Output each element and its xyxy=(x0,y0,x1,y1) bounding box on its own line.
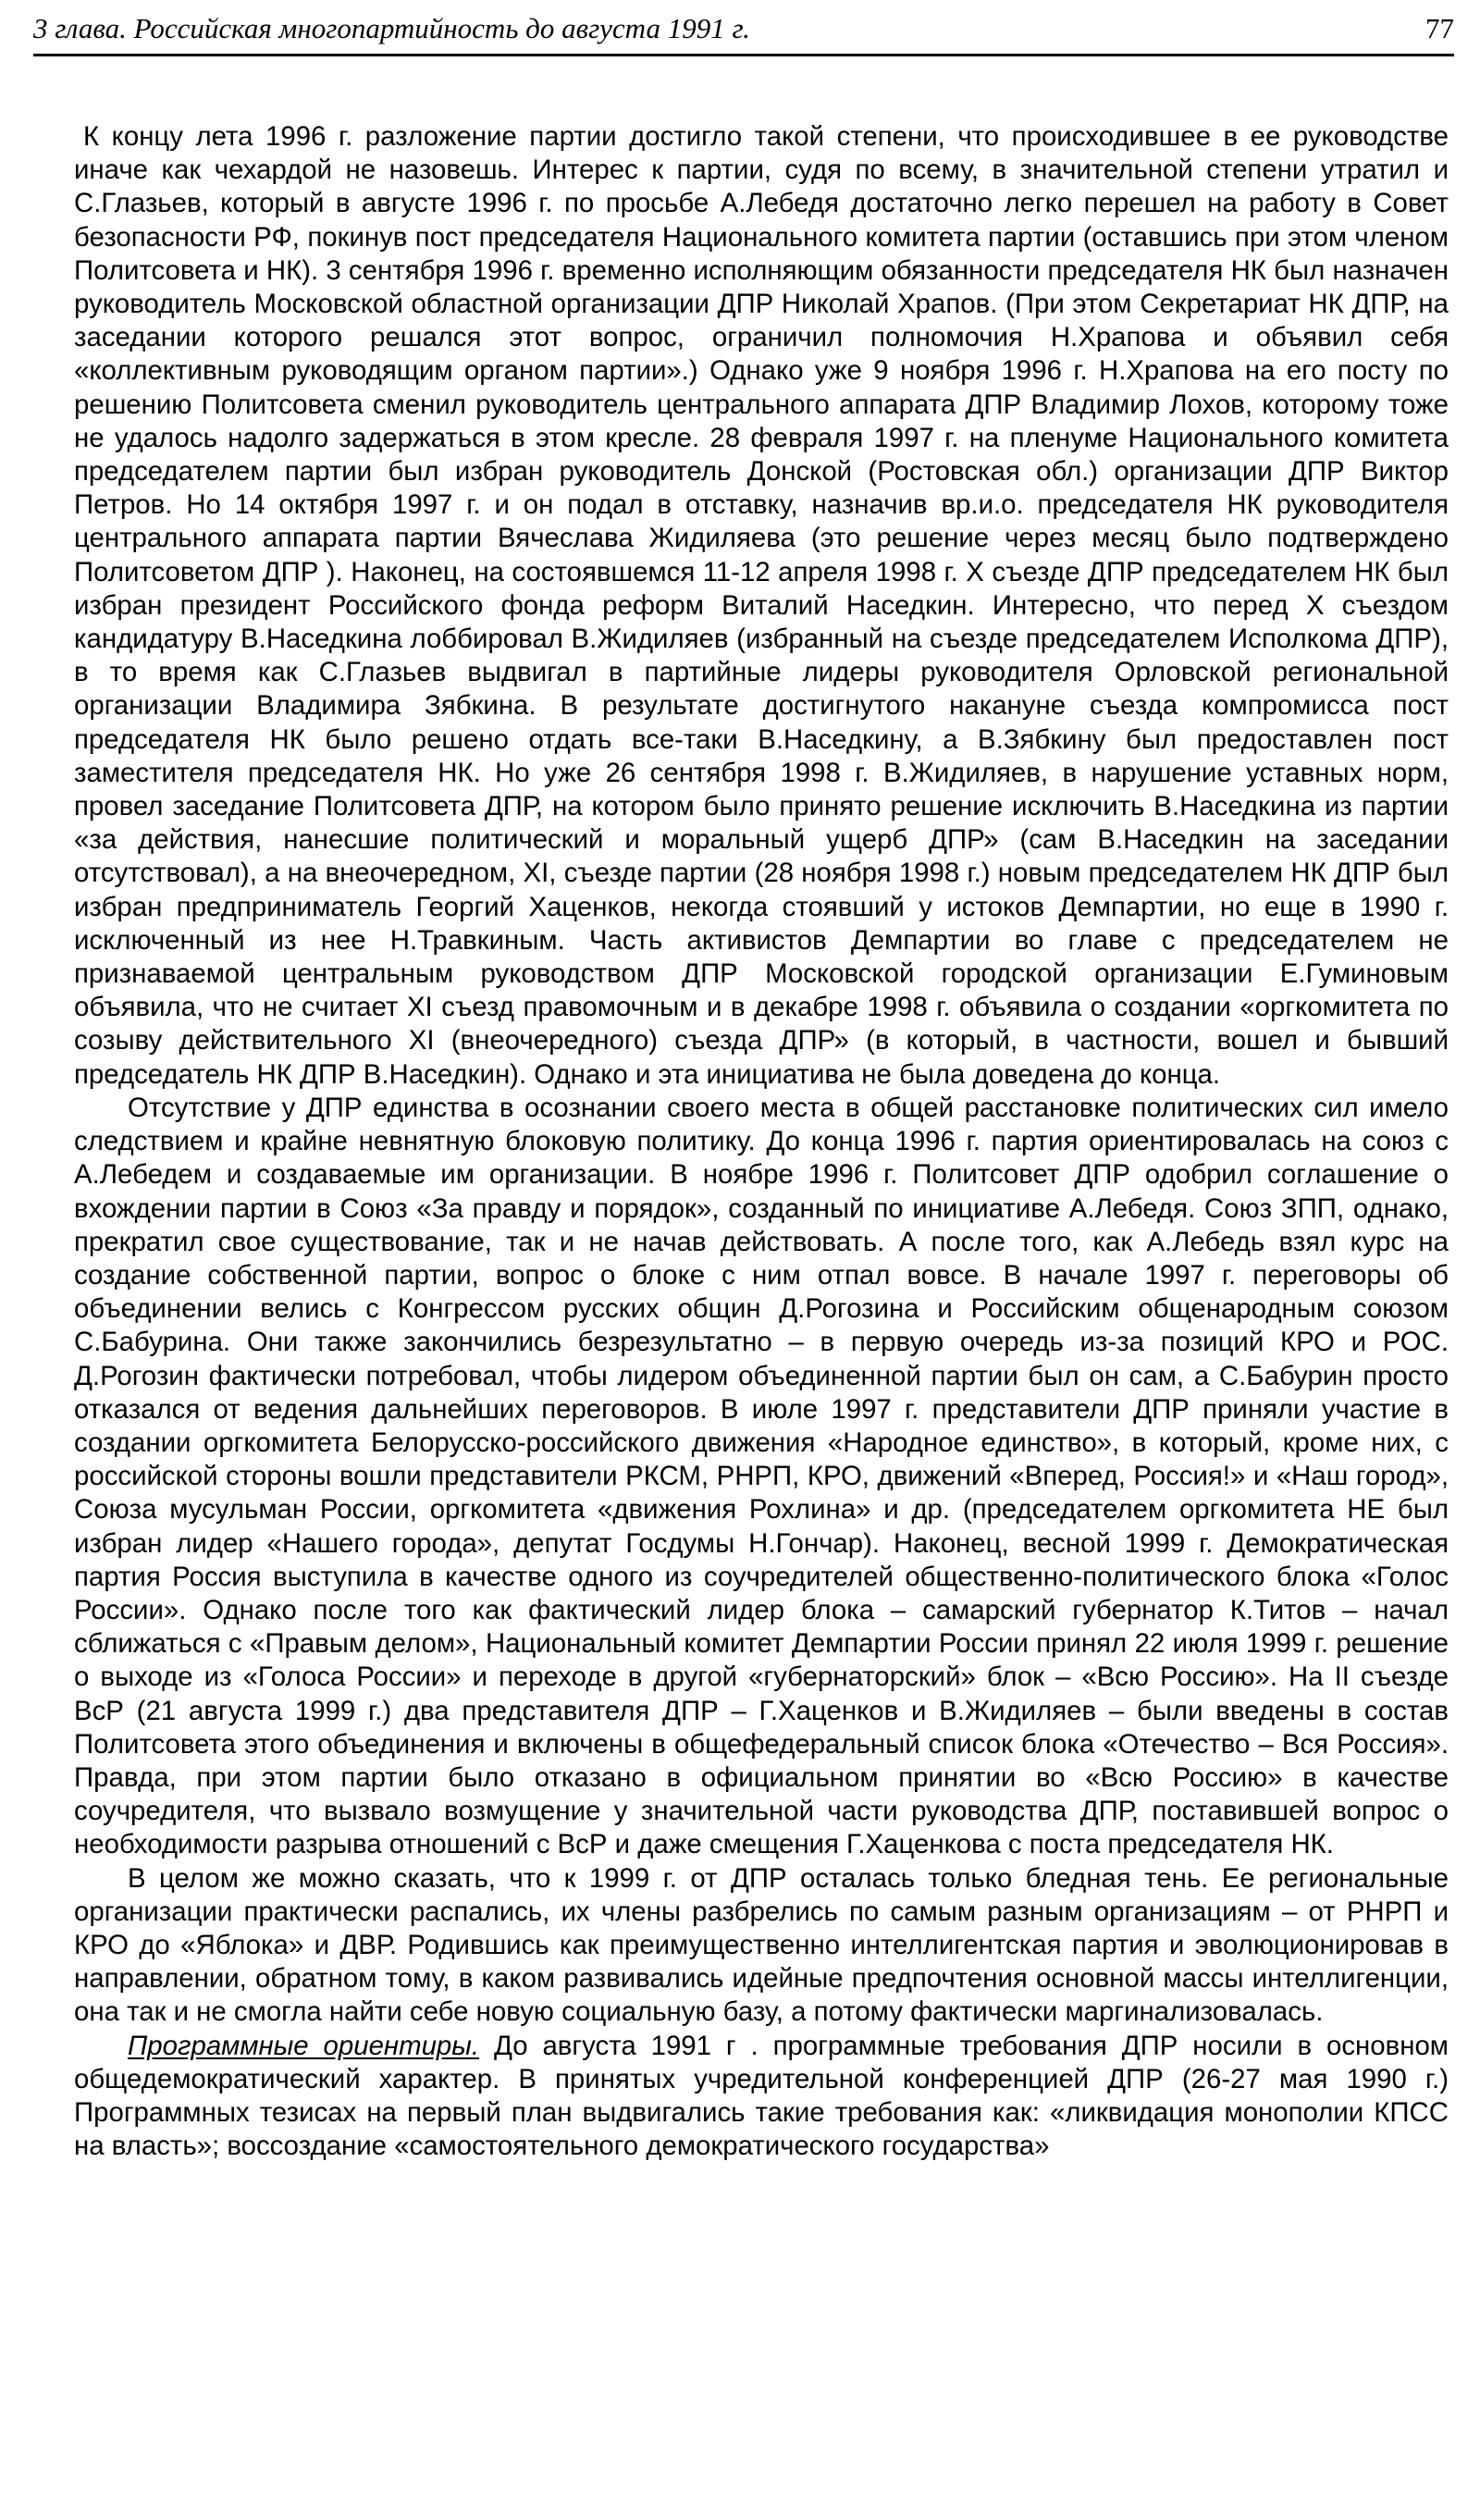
paragraph-text: До августа 1991 г . программные требования ДПР носили в основном общедемократический характер. В принятых учредительной конференцией ДПР (26-27 мая 1990 г.) Программных тезисах на первый план выдвигались такие требования как: «ликвидация монополии КПСС на власть»; воссоздание «самостоятельного демократического государства» xyxy=(74,2030,1449,2162)
paragraph xyxy=(74,2030,1449,2164)
page-number: 77 xyxy=(1425,12,1454,44)
running-header xyxy=(33,7,1454,56)
paragraph: В целом же можно сказать, что к 1999 г. от ДПР осталась только бледная тень. Ее региональные организации практически распались, их члены разбрелись по самым разным организациям – от РНРП и КРО до «Яблока» и ДВР. Родившись как преимущественно интеллигентская партия и эволюционировав в направлении, обратном тому, в каком развивались идейные предпочтения основной массы интеллигенции, она так и не смогла найти себе новую социальную базу, а потому фактически маргинализовалась. xyxy=(74,1862,1449,2028)
chapter-title: 3 глава. Российская многопартийность до августа 1991 г. xyxy=(33,12,750,44)
body-text xyxy=(74,120,1449,2163)
section-heading-program: Программные ориентиры. xyxy=(128,2030,480,2061)
paragraph: Отсутствие у ДПР единства в осознании своего места в общей расстановке политических сил имело следствием и крайне невнятную блоковую политику. До конца 1996 г. партия ориентировалась на союз с А.Лебедем и создаваемые им организации. В ноябре 1996 г. Политсовет ДПР одобрил соглашение о вхождении партии в Союз «За правду и порядок», созданный по инициативе А.Лебедя. Союз ЗПП, однако, прекратил свое существование, так и не начав действовать. А после того, как А.Лебедь взял курс на создание собственной партии, вопрос о блоке с ним отпал вовсе. В начале 1997 г. переговоры об объединении велись с Конгрессом русских общин Д.Рогозина и Российским общенародным союзом С.Бабурина. Они также закончились безрезультатно – в первую очередь из-за позиций КРО и РОС. Д.Рогозин фактически потребовал, чтобы лидером объединенной партии был он сам, а С.Бабурин просто отказался от ведения дальнейших переговоров. В июле 1997 г. представители ДПР приняли участие в создании оргкомитета Белорусско-российского движения «Народное единство», в который, кроме них, с российской стороны вошли представители РКСМ, РНРП, КРО, движений «Вперед, Россия!» и «Наш город», Союза мусульман России, оргкомитета «движения Рохлина» и др. (председателем оргкомитета НЕ был избран лидер «Нашего города», депутат Госдумы Н.Гончар). Наконец, весной 1999 г. Демократическая партия Россия выступила в качестве одного из соучредителей общественно-политического блока «Голос России». Однако после того как фактический лидер блока – самарский губернатор К.Титов – начал сближаться с «Правым делом», Национальный комитет Демпартии России принял 22 июля 1999 г. решение о выходе из «Голоса России» и переходе в другой «губернаторский» блок – «Всю Россию». На II съезде ВсР (21 августа 1999 г.) два представителя ДПР – Г.Хаценков и В.Жидиляев – были введены в состав Политсовета этого объединения и включены в общефедеральный список блока «Отечество – Вся Россия». Правда, при этом партии было отказано в официальном принятии во «Всю Россию» в качестве соучредителя, что вызвало возмущение у значительной части руководства ДПР, поставившей вопрос о необходимости разрыва отношений с ВсР и даже смещения Г.Хаценкова с поста председателя НК. xyxy=(74,1092,1449,1860)
paragraph: К концу лета 1996 г. разложение партии достигло такой степени, что происходившее в ее руководстве иначе как чехардой не назовешь. Интерес к партии, судя по всему, в значительной степени утратил и С.Глазьев, который в августе 1996 г. по просьбе А.Лебедя достаточно легко перешел на работу в Совет безопасности РФ, покинув пост председателя Национального комитета партии (оставшись при этом членом Политсовета и НК). 3 сентября 1996 г. временно исполняющим обязанности председателя НК был назначен руководитель Московской областной организации ДПР Николай Храпов. (При этом Секретариат НК ДПР, на заседании которого решался этот вопрос, ограничил полномочия Н.Храпова и объявил себя «коллективным руководящим органом партии».) Однако уже 9 ноября 1996 г. Н.Храпова на его посту по решению Политсовета сменил руководитель центрального аппарата ДПР Владимир Лохов, которому тоже не удалось надолго задержаться в этом кресле. 28 февраля 1997 г. на пленуме Национального комитета председателем партии был избран руководитель Донской (Ростовская обл.) организации ДПР Виктор Петров. Но 14 октября 1997 г. и он подал в отставку, назначив вр.и.о. председателя НК руководителя центрального аппарата партии Вячеслава Жидиляева (это решение через месяц было подтверждено Политсоветом ДПР ). Наконец, на состоявшемся 11-12 апреля 1998 г. X съезде ДПР председателем НК был избран президент Российского фонда реформ Виталий Наседкин. Интересно, что перед X съездом кандидатуру В.Наседкина лоббировал В.Жидиляев (избранный на съезде председателем Исполкома ДПР), в то время как С.Глазьев выдвигал в партийные лидеры руководителя Орловской региональной организации Владимира Зябкина. В результате достигнутого накануне съезда компромисса пост председателя НК было решено отдать все-таки В.Наседкину, а В.Зябкину был предоставлен пост заместителя председателя НК. Но уже 26 сентября 1998 г. В.Жидиляев, в нарушение уставных норм, провел заседание Политсовета ДПР, на котором было принято решение исключить В.Наседкина из партии «за действия, нанесшие политический и моральный ущерб ДПР» (сам В.Наседкин на заседании отсутствовал), а на внеочередном, XI, съезде партии (28 ноября 1998 г.) новым председателем НК ДПР был избран предприниматель Георгий Хаценков, некогда стоявший у истоков Демпартии, но еще в 1990 г. исключенный из нее Н.Травкиным. Часть активистов Демпартии во главе с председателем не признаваемой центральным руководством ДПР Московской городской организации Е.Гуминовым объявила, что не считает XI съезд правомочным и в декабре 1998 г. объявила о создании «оргкомитета по созыву действительного XI (внеочередного) съезда ДПР» (в который, в частности, вошел и бывший председатель НК ДПР В.Наседкин). Однако и эта инициатива не была доведена до конца. xyxy=(74,121,1449,1090)
